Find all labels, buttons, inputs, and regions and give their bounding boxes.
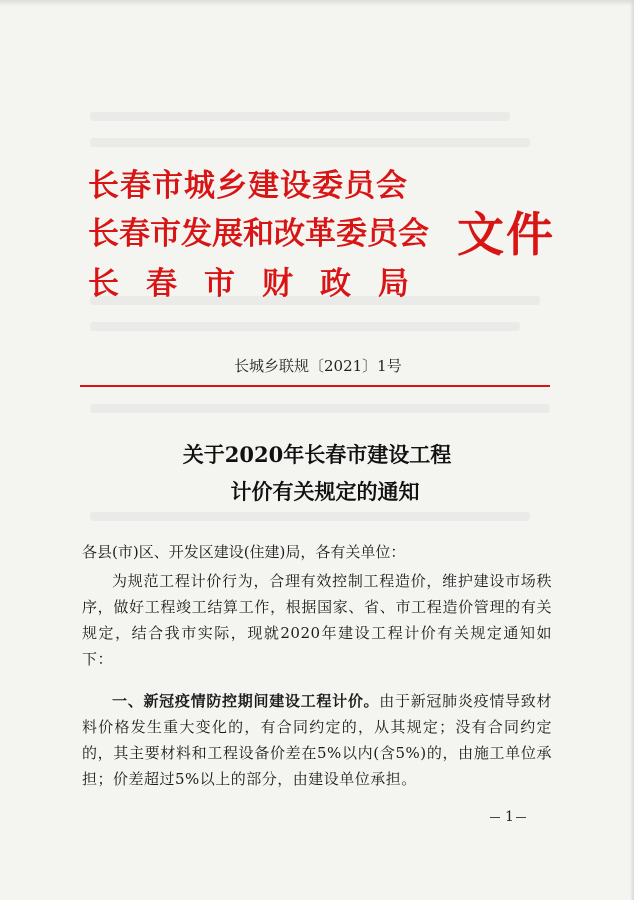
issuer-finance-bureau: 长春市财政局 xyxy=(88,266,436,302)
section-1-heading: 一、新冠疫情防控期间建设工程计价。 xyxy=(112,692,380,710)
document-number: 长城乡联规〔2021〕1号 xyxy=(234,357,402,375)
notice-title-line-1: 关于2020年长春市建设工程 xyxy=(182,442,452,467)
salutation: 各县(市)区、开发区建设(住建)局，各有关单位： xyxy=(82,543,406,561)
bleed-through-mark xyxy=(90,512,530,521)
bleed-through-mark xyxy=(90,138,530,147)
page-number: 1 xyxy=(505,809,514,825)
scan-edge-top xyxy=(0,0,634,6)
bleed-through-mark xyxy=(90,322,520,331)
bleed-through-mark xyxy=(90,404,550,413)
intro-paragraph: 为规范工程计价行为，合理有效控制工程造价，维护建设市场秩序，做好工程竣工结算工作，根据国家、省、市工程造价管理的有关规定，结合我市实际，现就2020年建设工程计价有关规定通知如下： xyxy=(82,572,552,668)
section-1-paragraph xyxy=(82,688,552,792)
page-number-dash-right xyxy=(516,817,526,818)
issuer-development-reform: 长春市发展和改革委员会 xyxy=(88,216,429,252)
page-number-dash-left xyxy=(490,817,500,818)
red-divider-line xyxy=(80,385,550,387)
notice-title-line-2: 计价有关规定的通知 xyxy=(230,479,420,504)
section-1-body: 由于新冠肺炎疫情导致材料价格发生重大变化的，有合同约定的，从其规定；没有合同约定的，其主要材料和工程设备价差在5%以内(含5%)的，由施工单位承担；价差超过5%以上的部分，由建设单位承担。 xyxy=(82,692,552,788)
document-word: 文件 xyxy=(457,208,555,263)
bleed-through-mark xyxy=(90,112,510,121)
issuer-city-rural-construction: 长春市城乡建设委员会 xyxy=(88,168,408,204)
